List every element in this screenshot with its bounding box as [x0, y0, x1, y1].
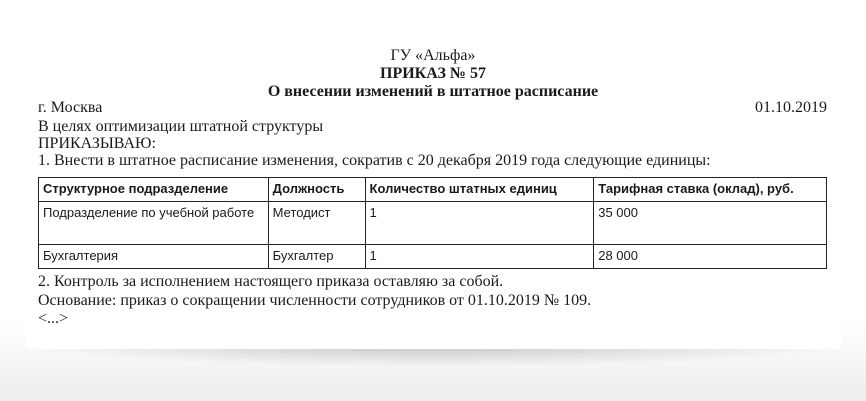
- header-salary-rate: Тарифная ставка (оклад), руб.: [594, 178, 827, 202]
- cell-salary-rate: 35 000: [594, 202, 827, 245]
- basis-text: Основание: приказ о сокращении численности сотрудников от 01.10.2019 № 109.: [38, 292, 592, 309]
- item-2-text: 2. Контроль за исполнением настоящего приказа оставляю за собой.: [38, 273, 504, 290]
- order-date: 01.10.2019: [755, 99, 827, 116]
- cell-position: Методист: [268, 202, 365, 245]
- city: г. Москва: [38, 99, 103, 116]
- omission-mark: <...>: [38, 310, 69, 327]
- table-header-row: [39, 178, 827, 202]
- cell-department: Подразделение по учебной работе: [39, 202, 269, 245]
- table-row: [39, 202, 827, 245]
- header-units-count: Количество штатных единиц: [365, 178, 594, 202]
- cell-department: Бухгалтерия: [39, 245, 269, 269]
- item-1-text: 1. Внести в штатное расписание изменения, сократив с 20 декабря 2019 года следующие единицы:: [38, 152, 711, 169]
- staff-reduction-table: [38, 177, 827, 269]
- purpose-text: В целях оптимизации штатной структуры: [38, 118, 324, 135]
- header-department: Структурное подразделение: [39, 178, 269, 202]
- organization-name: ГУ «Альфа»: [390, 47, 476, 64]
- order-word: ПРИКАЗЫВАЮ:: [38, 135, 156, 152]
- header-position: Должность: [268, 178, 365, 202]
- order-title: ПРИКАЗ № 57: [380, 65, 486, 82]
- cell-units-count: 1: [365, 245, 594, 269]
- cell-position: Бухгалтер: [268, 245, 365, 269]
- cell-units-count: 1: [365, 202, 594, 245]
- document-page: [25, 0, 841, 349]
- table-row: [39, 245, 827, 269]
- order-subject: О внесении изменений в штатное расписание: [267, 83, 599, 100]
- cell-salary-rate: 28 000: [594, 245, 827, 269]
